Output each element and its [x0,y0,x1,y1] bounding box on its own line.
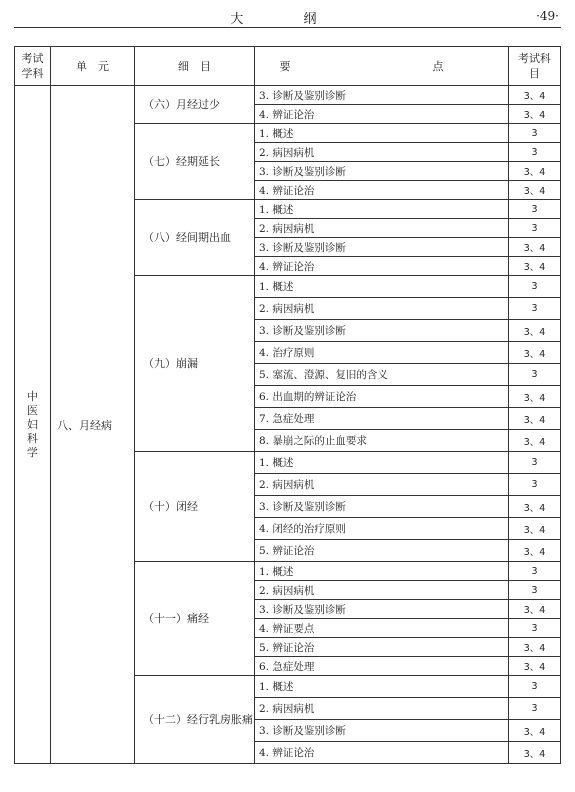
point-cell: 1. 概述 [255,124,509,143]
col-header-exam: 考试科目 [509,47,561,86]
exam-subject-cell: 3、4 [509,638,561,657]
point-cell: 4. 辨证论治 [255,257,509,276]
exam-subject-cell: 3、4 [509,540,561,562]
col-header-subject: 考试学科 [15,47,51,86]
exam-subject-cell: 3、4 [509,430,561,452]
exam-subject-cell: 3 [509,474,561,496]
header-rule [14,27,561,28]
point-cell: 3. 诊断及鉴别诊断 [255,320,509,342]
exam-subject-cell: 3、4 [509,342,561,364]
exam-subject-cell: 3、4 [509,600,561,619]
item-cell: （六）月经过少 [135,86,255,124]
exam-subject-cell: 3、4 [509,238,561,257]
point-cell: 3. 诊断及鉴别诊断 [255,86,509,105]
exam-subject-cell: 3、4 [509,162,561,181]
point-cell: 1. 概述 [255,452,509,474]
point-cell: 1. 概述 [255,676,509,698]
point-cell: 4. 辨证要点 [255,619,509,638]
exam-subject-cell: 3、4 [509,408,561,430]
item-cell: （九）崩漏 [135,276,255,452]
exam-subject-cell: 3 [509,619,561,638]
point-cell: 4. 辨证论治 [255,181,509,200]
exam-subject-cell: 3 [509,581,561,600]
col-header-points: 要 点 [255,47,509,86]
col-header-unit: 单 元 [51,47,135,86]
point-cell: 2. 病因病机 [255,219,509,238]
point-cell: 8. 暴崩之际的止血要求 [255,430,509,452]
syllabus-table [14,46,561,764]
point-cell: 4. 闭经的治疗原则 [255,518,509,540]
point-cell: 5. 塞流、澄源、复旧的含义 [255,364,509,386]
item-cell: （七）经期延长 [135,124,255,200]
item-cell: （十二）经行乳房胀痛 [135,676,255,764]
point-cell: 4. 治疗原则 [255,342,509,364]
exam-subject-cell: 3 [509,698,561,720]
exam-subject-cell: 3、4 [509,257,561,276]
item-cell: （十一）痛经 [135,562,255,676]
point-cell: 3. 诊断及鉴别诊断 [255,238,509,257]
point-cell: 1. 概述 [255,276,509,298]
page-number: ·49· [536,9,559,23]
point-cell: 5. 辨证论治 [255,638,509,657]
item-cell: （八）经间期出血 [135,200,255,276]
point-cell: 6. 出血期的辨证论治 [255,386,509,408]
exam-subject-cell: 3 [509,200,561,219]
point-cell: 3. 诊断及鉴别诊断 [255,600,509,619]
point-cell: 2. 病因病机 [255,581,509,600]
exam-subject-cell: 3、4 [509,181,561,200]
exam-subject-cell: 3、4 [509,657,561,676]
item-cell: （十）闭经 [135,452,255,562]
point-cell: 3. 诊断及鉴别诊断 [255,720,509,742]
exam-subject-cell: 3 [509,124,561,143]
point-cell: 2. 病因病机 [255,698,509,720]
point-cell: 4. 辨证论治 [255,105,509,124]
point-cell: 1. 概述 [255,200,509,219]
exam-subject-cell: 3、4 [509,518,561,540]
point-cell: 4. 辨证论治 [255,742,509,764]
col-header-item: 细 目 [135,47,255,86]
exam-subject-cell: 3 [509,676,561,698]
table-body [15,86,561,764]
point-cell: 2. 病因病机 [255,298,509,320]
exam-subject-cell: 3、4 [509,320,561,342]
table-row [15,86,561,105]
exam-subject-cell: 3 [509,143,561,162]
subject-cell: 中 医 妇 科 学 [15,86,51,764]
exam-subject-cell: 3、4 [509,496,561,518]
exam-subject-cell: 3、4 [509,720,561,742]
exam-subject-cell: 3 [509,562,561,581]
exam-subject-cell: 3 [509,364,561,386]
point-cell: 2. 病因病机 [255,474,509,496]
point-cell: 5. 辨证论治 [255,540,509,562]
exam-subject-cell: 3、4 [509,105,561,124]
exam-subject-cell: 3 [509,219,561,238]
point-cell: 3. 诊断及鉴别诊断 [255,496,509,518]
point-cell: 2. 病因病机 [255,143,509,162]
exam-subject-cell: 3、4 [509,386,561,408]
point-cell: 3. 诊断及鉴别诊断 [255,162,509,181]
point-cell: 7. 急症处理 [255,408,509,430]
exam-subject-cell: 3、4 [509,86,561,105]
running-header-title: 大 纲 [230,12,345,27]
exam-subject-cell: 3 [509,298,561,320]
point-cell: 6. 急症处理 [255,657,509,676]
exam-subject-cell: 3 [509,276,561,298]
table-header-row [15,47,561,86]
point-cell: 1. 概述 [255,562,509,581]
unit-cell: 八、月经病 [51,86,135,764]
exam-subject-cell: 3 [509,452,561,474]
exam-subject-cell: 3、4 [509,742,561,764]
